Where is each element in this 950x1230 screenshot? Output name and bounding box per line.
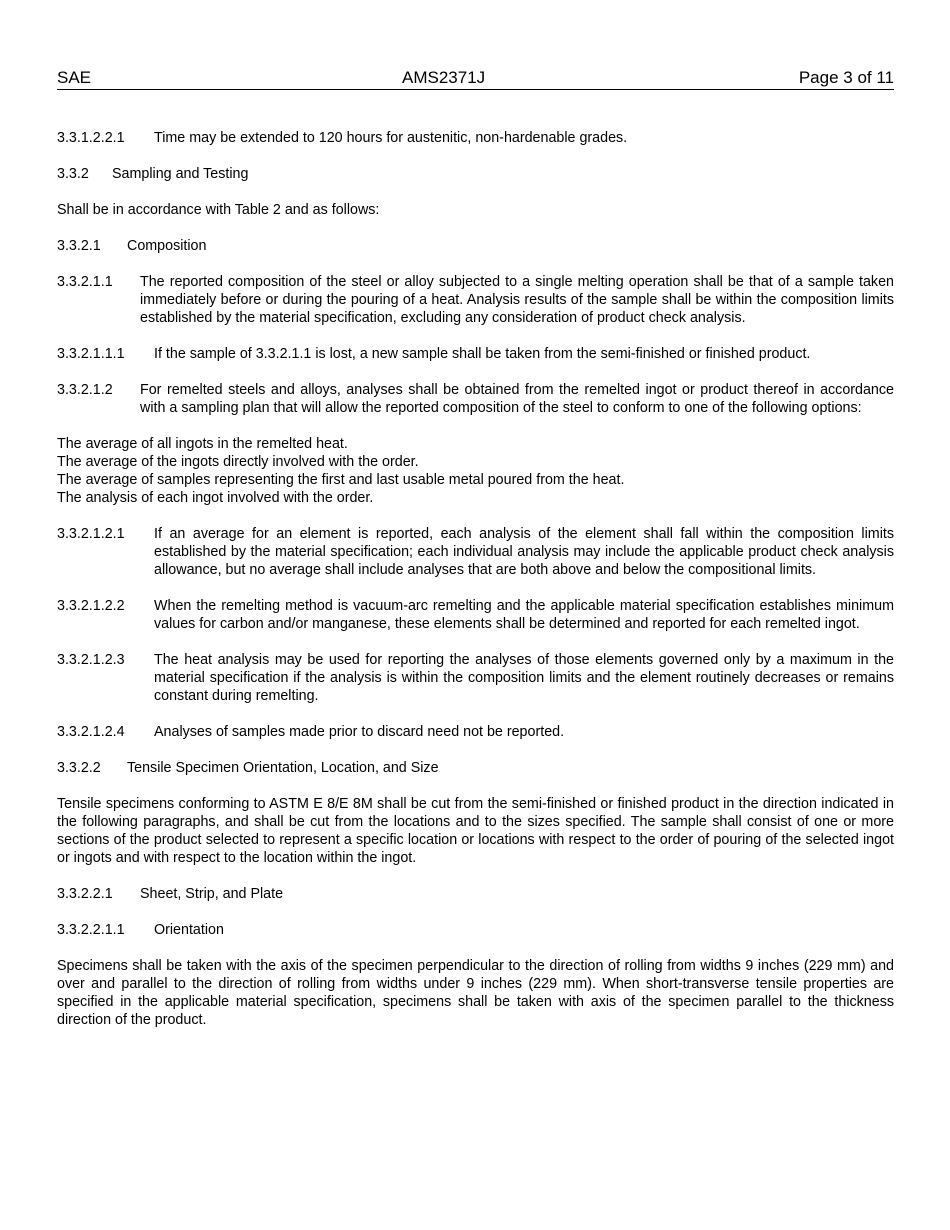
section-number: 3.3.2.1.2.1 (57, 526, 125, 542)
list-item: The analysis of each ingot involved with the order. (57, 490, 374, 506)
section-text: Analyses of samples made prior to discard need not be reported. (154, 724, 565, 740)
section-title: Sampling and Testing (112, 166, 249, 182)
section-number: 3.3.2.1.1.1 (57, 346, 125, 362)
section-number: 3.3.2.2.1.1 (57, 922, 125, 938)
document-body (57, 129, 894, 1047)
body-paragraph: Tensile specimens conforming to ASTM E 8/E 8M shall be cut from the semi-finished or finished product in the direction indicated in the following paragraphs, and shall be cut from the locations and to the sizes specified. The sample shall consist of one or more sections of the product selected to represent a specific location or locations with respect to the order of pouring of the selected ingot or ingots and with respect to the location within the ingot. (57, 796, 894, 866)
section-3-3-2 (57, 165, 894, 183)
section-number: 3.3.2.2 (57, 760, 101, 776)
options-list (57, 435, 894, 507)
section-number: 3.3.2.1.1 (57, 274, 113, 290)
list-item: The average of all ingots in the remelted heat. (57, 436, 348, 452)
section-3-3-2-1 (57, 237, 894, 255)
list-item: The average of the ingots directly involved with the order. (57, 454, 419, 470)
body-paragraph: Specimens shall be taken with the axis of the specimen perpendicular to the direction of rolling from widths 9 inches (229 mm) and over and parallel to the direction of rolling from widths under 9 inches (229 mm). When short-transverse tensile properties are specified in the applicable material specification, specimens shall be taken with axis of the specimen parallel to the thickness direction of the product. (57, 958, 894, 1028)
section-number: 3.3.2.1.2.4 (57, 724, 125, 740)
section-number: 3.3.2.1.2 (57, 382, 113, 398)
list-item: The average of samples representing the first and last usable metal poured from the heat. (57, 472, 625, 488)
section-text: The reported composition of the steel or alloy subjected to a single melting operation shall be that of a sample taken immediately before or during the pouring of a heat. Analysis results of the sample shall be within the composition limits established by the material specification, excluding any consideration of product check analysis. (140, 274, 894, 326)
section-title: Sheet, Strip, and Plate (140, 886, 284, 902)
section-text: Time may be extended to 120 hours for austenitic, non-hardenable grades. (154, 130, 628, 146)
section-3-3-2-1-2-3 (57, 651, 894, 705)
section-title: Tensile Specimen Orientation, Location, and Size (127, 760, 439, 776)
section-3-3-2-1-2-4 (57, 723, 894, 741)
section-3-3-2-2-1-1 (57, 921, 894, 939)
section-text: If an average for an element is reported, each analysis of the element shall fall within the composition limits established by the material specification; each individual analysis may include the applicable product check analysis allowance, but no average shall include analyses that are both above and below the compositional limits. (154, 526, 894, 578)
section-text: The heat analysis may be used for reporting the analyses of those elements governed only by a maximum in the material specification if the analysis is within the composition limits and the element routinely decreases or remains constant during remelting. (154, 652, 894, 704)
section-3-3-2-1-1 (57, 273, 894, 327)
section-title: Orientation (154, 922, 224, 938)
section-text: For remelted steels and alloys, analyses shall be obtained from the remelted ingot or product thereof in accordance with a sampling plan that will allow the reported composition of the steel to conform to one of the following options: (140, 382, 894, 416)
section-number: 3.3.2.1.2.2 (57, 598, 125, 614)
section-3-3-1-2-2-1 (57, 129, 894, 147)
section-number: 3.3.2.1.2.3 (57, 652, 125, 668)
section-3-3-2-1-2 (57, 381, 894, 417)
header-org: SAE (57, 68, 92, 87)
section-3-3-2-1-2-1 (57, 525, 894, 579)
section-number: 3.3.2 (57, 166, 89, 182)
body-paragraph: Shall be in accordance with Table 2 and as follows: (57, 202, 380, 218)
section-number: 3.3.1.2.2.1 (57, 130, 125, 146)
section-text: If the sample of 3.3.2.1.1 is lost, a new sample shall be taken from the semi-finished or finished product. (154, 346, 811, 362)
section-number: 3.3.2.2.1 (57, 886, 113, 902)
header-page-number: Page 3 of 11 (798, 68, 894, 87)
section-number: 3.3.2.1 (57, 238, 101, 254)
section-text: When the remelting method is vacuum-arc remelting and the applicable material specification establishes minimum values for carbon and/or manganese, these elements shall be determined and reported for each remelted ingot. (154, 598, 894, 632)
section-3-3-2-2 (57, 759, 894, 777)
section-title: Composition (127, 238, 207, 254)
page-header (57, 67, 894, 90)
section-3-3-2-1-1-1 (57, 345, 894, 363)
header-doc-number: AMS2371J (402, 68, 486, 87)
section-3-3-2-2-1 (57, 885, 894, 903)
section-3-3-2-1-2-2 (57, 597, 894, 633)
